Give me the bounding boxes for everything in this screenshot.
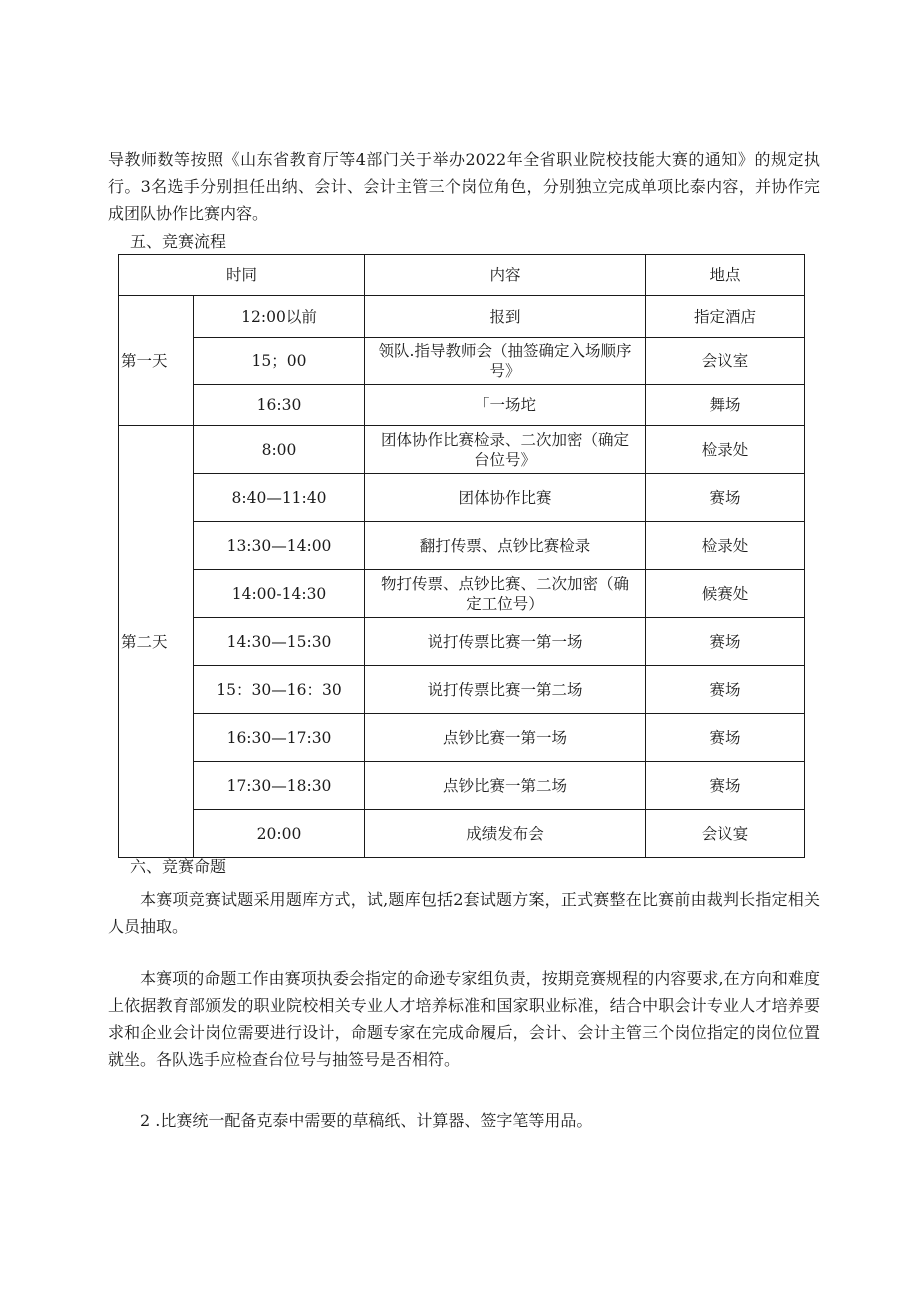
row-content: 点钞比赛一第二场: [365, 762, 646, 810]
row-place: 赛场: [646, 714, 805, 762]
row-content: 成绩发布会: [365, 810, 646, 858]
row-place: 会议室: [646, 338, 805, 385]
schedule-table: [118, 254, 805, 858]
row-content: 报到: [365, 296, 646, 338]
table-row: [119, 666, 805, 714]
row-content: 团体协作比赛检录、二次加密（确定台位号》: [365, 426, 646, 474]
row-time: 14:30—15:30: [194, 618, 365, 666]
table-row: [119, 618, 805, 666]
row-place: 候赛处: [646, 570, 805, 618]
row-place: 赛场: [646, 762, 805, 810]
intro-paragraph: 导教师数等按照《山东省教育厅等4部门关于举办2022年全省职业院校技能大赛的通知》的规定执行。3名选手分别担任出纳、会计、会计主管三个岗位角色，分别独立完成单项比泰内容，并协作完成团队协作比赛内容。: [108, 150, 820, 223]
row-time: 12:00以前: [194, 296, 365, 338]
section-six-paragraph-2: 本赛项的命题工作由赛项执委会指定的命逊专家组负责，按期竞赛规程的内容要求,在方向和难度上依据教育部颁发的职业院校相关专业人才培养标准和国家职业标准，结合中职会计专业人才培养要求和企业会计岗位需要进行设计，命题专家在完成命履后，会计、会计主管三个岗位指定的岗位位置就坐。各队选手应检查台位号与抽签号是否相符。: [108, 969, 820, 1069]
row-place: 赛场: [646, 474, 805, 522]
row-time: 8:40—11:40: [194, 474, 365, 522]
table-row: [119, 474, 805, 522]
section-six-paragraph-3: 2 .比赛统一配备克泰中需要的草稿纸、计算器、签字笔等用品。: [140, 1111, 593, 1130]
table-row: [119, 810, 805, 858]
row-content: 翻打传票、点钞比赛检录: [365, 522, 646, 570]
table-header-row: [119, 255, 805, 296]
row-time: 14:00-14:30: [194, 570, 365, 618]
table-row: [119, 522, 805, 570]
row-time: 16:30: [194, 385, 365, 426]
header-time: 时同: [119, 255, 365, 296]
table-row: [119, 296, 805, 338]
row-content: 说打传票比赛一第一场: [365, 618, 646, 666]
row-content: 点钞比赛一第一场: [365, 714, 646, 762]
row-content: 团体协作比赛: [365, 474, 646, 522]
day-two-label: 第二天: [119, 426, 194, 858]
row-place: 检录处: [646, 522, 805, 570]
row-time: 17:30—18:30: [194, 762, 365, 810]
row-place: 指定酒店: [646, 296, 805, 338]
row-place: 赛场: [646, 618, 805, 666]
table-row: [119, 714, 805, 762]
table-row: [119, 385, 805, 426]
row-content: 说打传票比赛一第二场: [365, 666, 646, 714]
row-time: 20:00: [194, 810, 365, 858]
row-time: 16:30—17:30: [194, 714, 365, 762]
row-content: 领队.指导教师会（抽签确定入场顺序号》: [365, 338, 646, 385]
section-six-paragraph-1: 本赛项竞赛试题采用题库方式，试,题库包括2套试题方案，正式赛整在比赛前由裁判长指定相关人员抽取。: [108, 890, 820, 936]
table-row: [119, 762, 805, 810]
row-content: 「一场坨: [365, 385, 646, 426]
header-place: 地点: [646, 255, 805, 296]
day-one-label: 第一天: [119, 296, 194, 426]
row-place: 检录处: [646, 426, 805, 474]
header-content: 内容: [365, 255, 646, 296]
row-time: 13:30—14:00: [194, 522, 365, 570]
row-place: 舞场: [646, 385, 805, 426]
table-row: [119, 338, 805, 385]
row-time: 8:00: [194, 426, 365, 474]
table-row: [119, 426, 805, 474]
row-time: 15；00: [194, 338, 365, 385]
section-six-title: 六、竞赛命题: [130, 857, 227, 876]
table-row: [119, 570, 805, 618]
row-time: 15：30—16：30: [194, 666, 365, 714]
section-five-title: 五、竞赛流程: [130, 232, 227, 251]
row-place: 赛场: [646, 666, 805, 714]
row-place: 会议宴: [646, 810, 805, 858]
row-content: 物打传票、点钞比赛、二次加密（确定工位号）: [365, 570, 646, 618]
